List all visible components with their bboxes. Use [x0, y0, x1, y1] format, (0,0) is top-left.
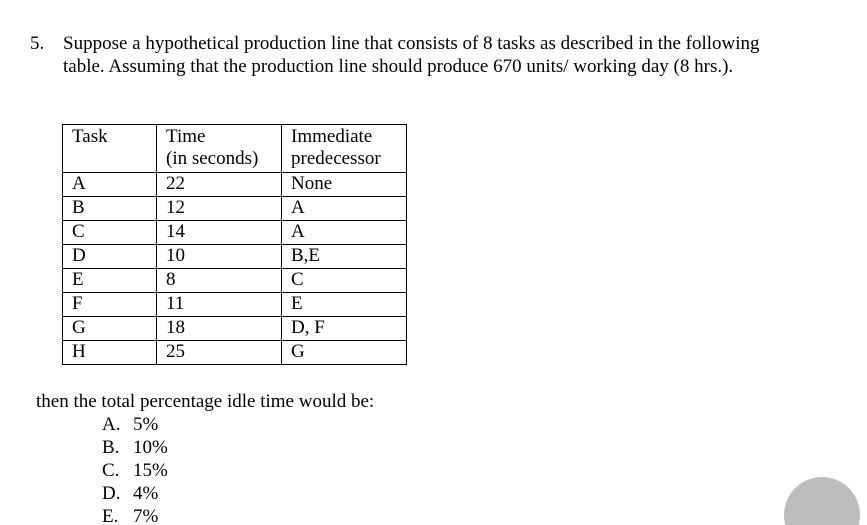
cell-predecessor: C [282, 269, 407, 293]
option-letter: B. [102, 437, 120, 458]
cell-predecessor: D, F [282, 317, 407, 341]
question-text-line-1: Suppose a hypothetical production line that consists of 8 tasks as described in the following [63, 33, 760, 54]
answer-option [102, 436, 168, 459]
header-task-label: Task [72, 126, 108, 147]
answer-option [102, 459, 168, 482]
cell-task: H [63, 341, 157, 365]
header-time [157, 125, 282, 173]
cell-task: F [63, 293, 157, 317]
cell-time: 22 [157, 173, 282, 197]
task-table [62, 124, 407, 365]
table-row [63, 341, 407, 365]
option-letter: D. [102, 483, 121, 504]
header-time-line-2: (in seconds) [166, 148, 259, 169]
table-header-row [63, 125, 407, 173]
cell-task: D [63, 245, 157, 269]
option-letter: A. [102, 414, 121, 435]
cell-task: G [63, 317, 157, 341]
answer-option [102, 505, 168, 525]
cell-time: 18 [157, 317, 282, 341]
cell-predecessor: A [282, 221, 407, 245]
cell-time: 10 [157, 245, 282, 269]
floating-action-circle[interactable] [784, 477, 860, 525]
table-row [63, 221, 407, 245]
table-row [63, 245, 407, 269]
cell-task: C [63, 221, 157, 245]
answer-options [102, 413, 168, 525]
cell-predecessor: B,E [282, 245, 407, 269]
cell-predecessor: A [282, 197, 407, 221]
question-text-line-2: table. Assuming that the production line should produce 670 units/ working day (8 hrs.). [63, 56, 734, 77]
answer-option [102, 413, 168, 436]
cell-task: B [63, 197, 157, 221]
table-row [63, 197, 407, 221]
cell-time: 11 [157, 293, 282, 317]
table-row [63, 317, 407, 341]
cell-predecessor: E [282, 293, 407, 317]
table-row [63, 269, 407, 293]
header-pred-line-1: Immediate [291, 126, 373, 147]
table-row [63, 173, 407, 197]
header-pred-line-2: predecessor [291, 148, 381, 169]
cell-time: 25 [157, 341, 282, 365]
header-predecessor [282, 125, 407, 173]
table-row [63, 293, 407, 317]
answer-option [102, 482, 168, 505]
option-text: 7% [133, 506, 159, 525]
question-prompt: then the total percentage idle time would be: [36, 391, 375, 412]
cell-predecessor: G [282, 341, 407, 365]
option-letter: C. [102, 460, 120, 481]
cell-predecessor: None [282, 173, 407, 197]
option-text: 15% [133, 460, 168, 481]
cell-task: A [63, 173, 157, 197]
option-text: 10% [133, 437, 168, 458]
header-time-line-1: Time [166, 126, 206, 147]
option-letter: E. [102, 506, 119, 525]
cell-time: 8 [157, 269, 282, 293]
cell-time: 14 [157, 221, 282, 245]
option-text: 4% [133, 483, 159, 504]
header-task [63, 125, 157, 173]
question-number: 5. [30, 33, 45, 54]
cell-task: E [63, 269, 157, 293]
cell-time: 12 [157, 197, 282, 221]
option-text: 5% [133, 414, 159, 435]
